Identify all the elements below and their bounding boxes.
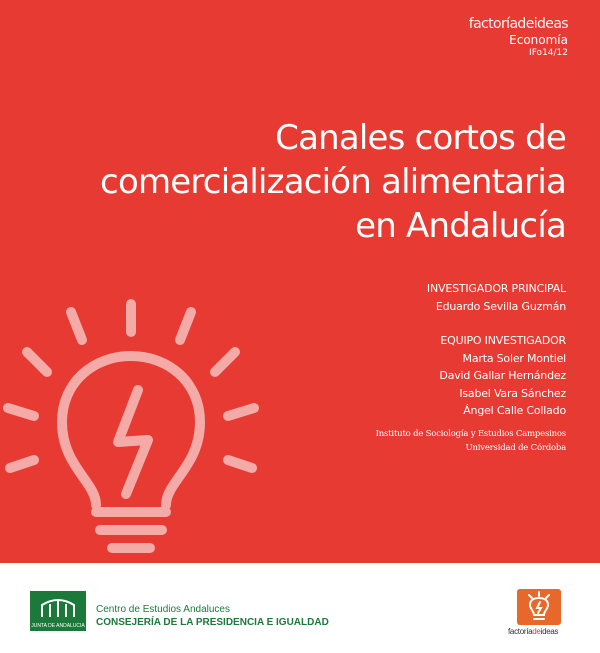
team-member: Isabel Vara Sánchez — [459, 386, 566, 400]
centro-name: Centro de Estudios Andaluces — [96, 604, 230, 615]
factoria-de-ideas-logo-icon — [517, 589, 561, 625]
title-line: en Andalucía — [355, 206, 566, 246]
team-member: Ángel Calle Collado — [463, 404, 566, 417]
lightbulb-icon — [0, 290, 280, 563]
footer — [0, 563, 600, 653]
institution — [376, 427, 566, 455]
principal-name: Eduardo Sevilla Guzmán — [435, 299, 566, 313]
series-brand: factoríadeideas — [468, 16, 568, 32]
factoria-wordmark: factoríadeideas — [508, 627, 559, 636]
junta-andalucia-emblem-icon — [30, 591, 86, 631]
centro-estudios — [96, 603, 329, 629]
credits — [376, 280, 566, 455]
title-line: comercialización alimentaria — [100, 162, 566, 202]
team-member: David Gallar Hernández — [439, 369, 566, 382]
series-label — [469, 16, 568, 59]
series-code: IFo14/12 — [529, 48, 568, 58]
principal-heading: INVESTIGADOR PRINCIPAL — [426, 282, 566, 295]
consejeria-name: CONSEJERÍA DE LA PRESIDENCIA E IGUALDAD — [96, 617, 329, 628]
title-line: Canales cortos de — [275, 118, 566, 158]
junta-caption: JUNTA DE ANDALUCIA — [31, 623, 85, 629]
university-name: Universidad de Córdoba — [465, 442, 566, 453]
series-area: Economía — [509, 33, 568, 47]
team-member: Marta Soler Montiel — [462, 351, 566, 365]
team-heading: EQUIPO INVESTIGADOR — [440, 334, 566, 347]
report-title — [86, 116, 566, 248]
institution-name: Instituto de Sociología y Estudios Campesinos — [375, 428, 566, 439]
